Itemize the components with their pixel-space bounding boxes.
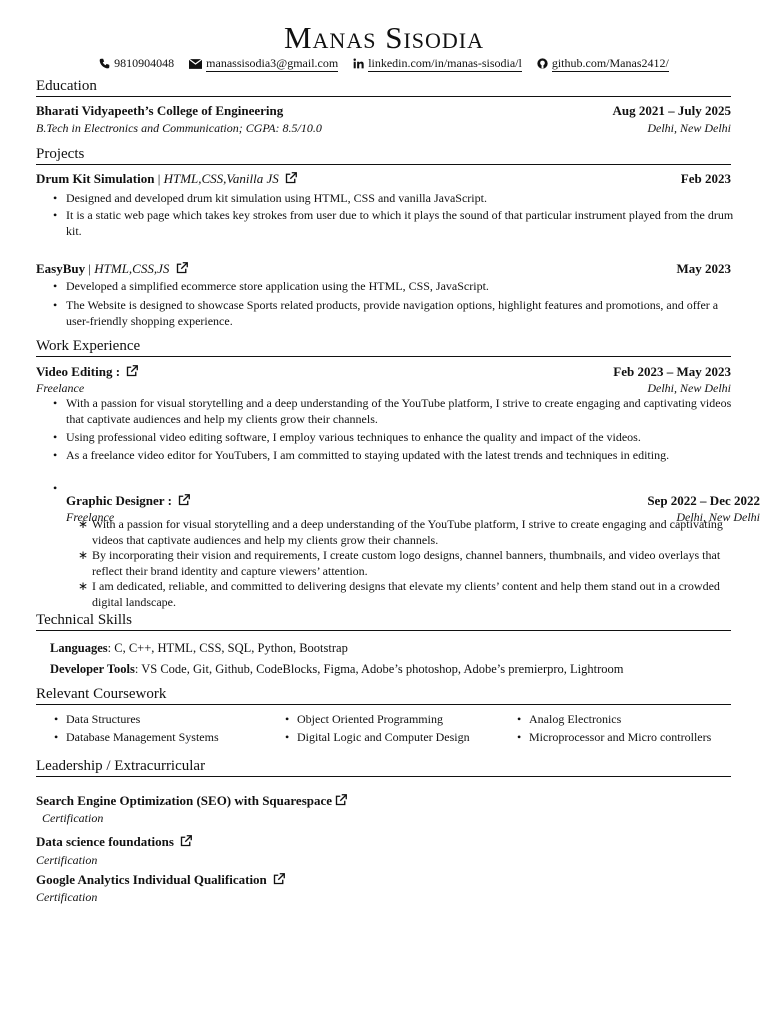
external-link-icon[interactable]: [176, 262, 188, 274]
external-link-icon[interactable]: [335, 794, 347, 806]
project-date: Feb 2023: [680, 171, 731, 186]
leadership-name: Data science foundations: [36, 834, 174, 849]
list-item: • Developed a simplified ecommerce store application using the HTML, CSS, JavaScript.: [66, 278, 734, 294]
projects-heading: Projects: [36, 146, 731, 165]
leadership-name: Google Analytics Individual Qualification: [36, 872, 267, 887]
job-location: Delhi, New Delhi: [676, 510, 760, 524]
github-link[interactable]: github.com/Manas2412/: [551, 55, 669, 70]
contact-bar: [0, 55, 768, 71]
leadership-item-title: [36, 793, 347, 809]
candidate-name: Manas Sisodia: [283, 20, 484, 55]
job-role: Video Editing :: [36, 364, 121, 379]
coursework-item: • Digital Logic and Computer Design: [285, 730, 470, 745]
project-separator: |: [85, 261, 95, 276]
list-item: • With a passion for visual storytelling and a deep understanding of the YouTube platform, I strive to create engaging and captivating videos that captivate audiences and help my clients grow their channels.: [66, 395, 734, 427]
education-location: Delhi, New Delhi: [647, 121, 731, 135]
external-link-icon[interactable]: [180, 835, 192, 847]
external-link-icon[interactable]: [285, 172, 297, 184]
project-name: EasyBuy: [36, 261, 86, 276]
project-easybuy-title: [36, 261, 188, 277]
phone-number: 9810904048: [114, 55, 175, 70]
linkedin-contact[interactable]: [353, 56, 522, 71]
coursework-item: • Data Structures: [54, 712, 140, 727]
skills-languages: [50, 641, 348, 656]
job-graphic-title: [66, 493, 190, 509]
leadership-heading: Leadership / Extracurricular: [36, 758, 731, 777]
skills-value: : VS Code, Git, Github, CodeBlocks, Figma, Adobe’s photoshop, Adobe’s premierpro, Lightroom: [134, 662, 624, 676]
project-date: May 2023: [676, 261, 731, 276]
project-name: Drum Kit Simulation: [36, 171, 155, 186]
external-link-icon[interactable]: [126, 365, 138, 377]
job-dates: Feb 2023 – May 2023: [613, 364, 731, 379]
work-heading: Work Experience: [36, 338, 731, 357]
job-type: Freelance: [36, 381, 85, 395]
list-item: ∗ By incorporating their vision and requirements, I create custom logo designs, channel banners, thumbnails, and video overlays that reflect their brand identity and capture viewers’ attention.: [92, 547, 732, 579]
email-contact[interactable]: [189, 56, 338, 71]
list-item: ∗ I am dedicated, reliable, and committed to delivering designs that elevate my clients’ content and help them stand out in a crowded digital landscape.: [92, 578, 732, 610]
coursework-item: • Database Management Systems: [54, 730, 219, 745]
skills-heading: Technical Skills: [36, 612, 731, 631]
job-dates: Sep 2022 – Dec 2022: [647, 493, 760, 508]
envelope-icon: [189, 59, 202, 69]
leadership-sub: Certification: [36, 853, 98, 867]
project-drumkit-title: [36, 171, 297, 187]
leadership-sub: Certification: [42, 811, 104, 825]
school-name: Bharati Vidyapeeth’s College of Engineering: [36, 103, 284, 118]
coursework-item: • Object Oriented Programming: [285, 712, 443, 727]
email-link[interactable]: manassisodia3@gmail.com: [206, 55, 339, 70]
skills-label: Languages: [50, 641, 108, 655]
degree: B.Tech in Electronics and Communication; CGPA: 8.5/10.0: [36, 121, 322, 135]
github-icon: [537, 58, 548, 69]
coursework-heading: Relevant Coursework: [36, 686, 731, 705]
skills-tools: [50, 662, 624, 677]
coursework-item: • Microprocessor and Micro controllers: [517, 730, 711, 745]
leadership-item-title: [36, 872, 285, 888]
education-dates: Aug 2021 – July 2025: [612, 103, 731, 118]
skills-label: Developer Tools: [50, 662, 135, 676]
github-contact[interactable]: [537, 56, 669, 71]
list-item: • As a freelance video editor for YouTubers, I am committed to staying updated with the latest trends and techniques in editing.: [66, 447, 734, 463]
education-heading: Education: [36, 78, 731, 97]
coursework-item: • Analog Electronics: [517, 712, 621, 727]
list-item-empty: [66, 480, 734, 494]
list-item: • It is a static web page which takes key strokes from user due to which it plays the sound of that particular instrument played from the drum kit.: [66, 207, 734, 239]
leadership-name: Search Engine Optimization (SEO) with Squarespace: [36, 793, 333, 808]
linkedin-icon: [353, 58, 364, 69]
job-location: Delhi, New Delhi: [647, 381, 731, 395]
job-role: Graphic Designer :: [66, 493, 172, 508]
project-separator: |: [154, 171, 164, 186]
project-tech: HTML,CSS,Vanilla JS: [163, 171, 279, 186]
list-item: • Using professional video editing software, I employ various techniques to enhance the quality and impact of the videos.: [66, 429, 734, 445]
linkedin-link[interactable]: linkedin.com/in/manas-sisodia/l: [368, 55, 522, 70]
job-type: Freelance: [66, 510, 115, 524]
external-link-icon[interactable]: [273, 873, 285, 885]
phone-icon: [99, 58, 110, 69]
external-link-icon[interactable]: [178, 494, 190, 506]
job-video-title: [36, 364, 138, 380]
leadership-item-title: [36, 834, 192, 850]
leadership-sub: Certification: [36, 890, 98, 904]
project-tech: HTML,CSS,JS: [94, 261, 170, 276]
list-item: ∗ With a passion for visual storytelling and a deep understanding of the YouTube platform, I strive to create engaging and captivating videos that captivate audiences and help my clients grow their channels.: [92, 516, 732, 548]
list-item: • Designed and developed drum kit simulation using HTML, CSS and vanilla JavaScript.: [66, 190, 734, 206]
phone-contact[interactable]: [99, 56, 174, 71]
skills-value: : C, C++, HTML, CSS, SQL, Python, Bootstrap: [107, 641, 348, 655]
list-item: • The Website is designed to showcase Sports related products, provide navigation options, highlight features and promotions, and offer a user-friendly shopping experience.: [66, 297, 734, 329]
